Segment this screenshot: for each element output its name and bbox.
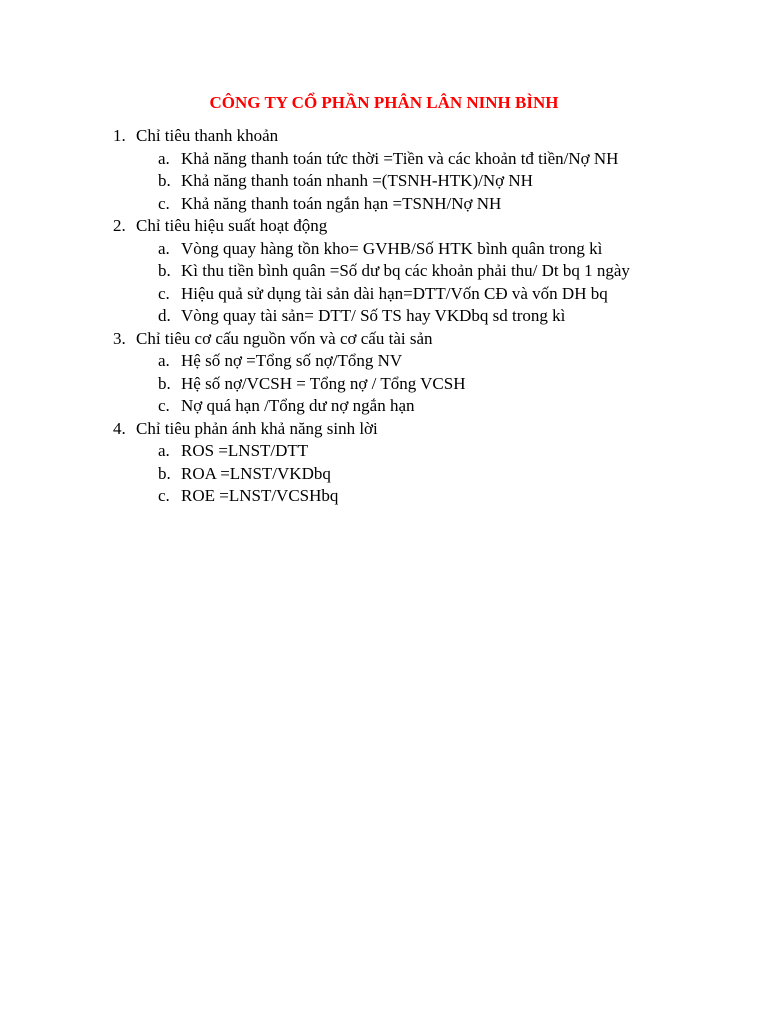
item-text: ROA =LNST/VKDbq [181,463,331,483]
section-number: 1. [113,126,126,145]
item-text: Khả năng thanh toán nhanh =(TSNH-HTK)/Nợ NH [181,171,533,190]
list-item [0,170,768,193]
list-item [0,148,768,171]
item-text: Hệ số nợ =Tổng số nợ/Tổng NV [181,351,403,370]
section-heading [0,328,768,351]
item-text: Hiệu quả sử dụng tài sản dài hạn=DTT/Vốn CĐ và vốn DH bq [181,283,608,303]
item-letter: b. [158,261,171,280]
outline-list [0,125,768,508]
section-heading [0,125,768,148]
section-heading-text: Chỉ tiêu thanh khoản [136,126,279,145]
item-text: Vòng quay hàng tồn kho= GVHB/Số HTK bình quân trong kì [181,238,603,258]
list-item [0,305,768,328]
section-number: 2. [113,216,126,235]
section-heading-text: Chỉ tiêu cơ cấu nguồn vốn và cơ cấu tài sản [136,328,433,348]
section-heading-text: Chỉ tiêu hiệu suất hoạt động [136,216,328,235]
document-title: CÔNG TY CỔ PHẦN PHÂN LÂN NINH BÌNH [209,93,559,112]
list-item [0,485,768,508]
section-heading-text: Chỉ tiêu phản ánh khả năng sinh lời [136,418,378,438]
list-item [0,440,768,463]
list-item [0,193,768,216]
item-letter: a. [158,441,170,460]
item-text: Hệ số nợ/VCSH = Tổng nợ / Tổng VCSH [181,373,466,393]
item-text: ROS =LNST/DTT [181,441,309,460]
item-letter: a. [158,238,170,258]
section-heading [0,215,768,238]
list-item [0,260,768,283]
item-letter: c. [158,283,170,303]
item-text: ROE =LNST/VCSHbq [181,486,339,505]
item-letter: b. [158,171,171,190]
item-letter: c. [158,193,170,213]
item-letter: b. [158,463,171,483]
list-item [0,395,768,418]
item-text: Vòng quay tài sản= DTT/ Số TS hay VKDbq sd trong kì [181,306,566,325]
item-text: Nợ quá hạn /Tổng dư nợ ngắn hạn [181,396,415,415]
list-item [0,463,768,486]
item-letter: a. [158,351,170,370]
item-letter: d. [158,306,171,325]
item-letter: a. [158,148,170,168]
item-text: Kì thu tiền bình quân =Số dư bq các khoản phải thu/ Dt bq 1 ngày [181,261,630,280]
list-item [0,238,768,261]
item-letter: b. [158,373,171,393]
section-number: 3. [113,328,126,348]
item-text: Khả năng thanh toán tức thời =Tiền và các khoản tđ tiền/Nợ NH [181,148,619,168]
item-letter: c. [158,486,170,505]
list-item [0,373,768,396]
list-item [0,283,768,306]
section-heading [0,418,768,441]
item-text: Khả năng thanh toán ngắn hạn =TSNH/Nợ NH [181,193,502,213]
list-item [0,350,768,373]
item-letter: c. [158,396,170,415]
section-number: 4. [113,418,126,438]
